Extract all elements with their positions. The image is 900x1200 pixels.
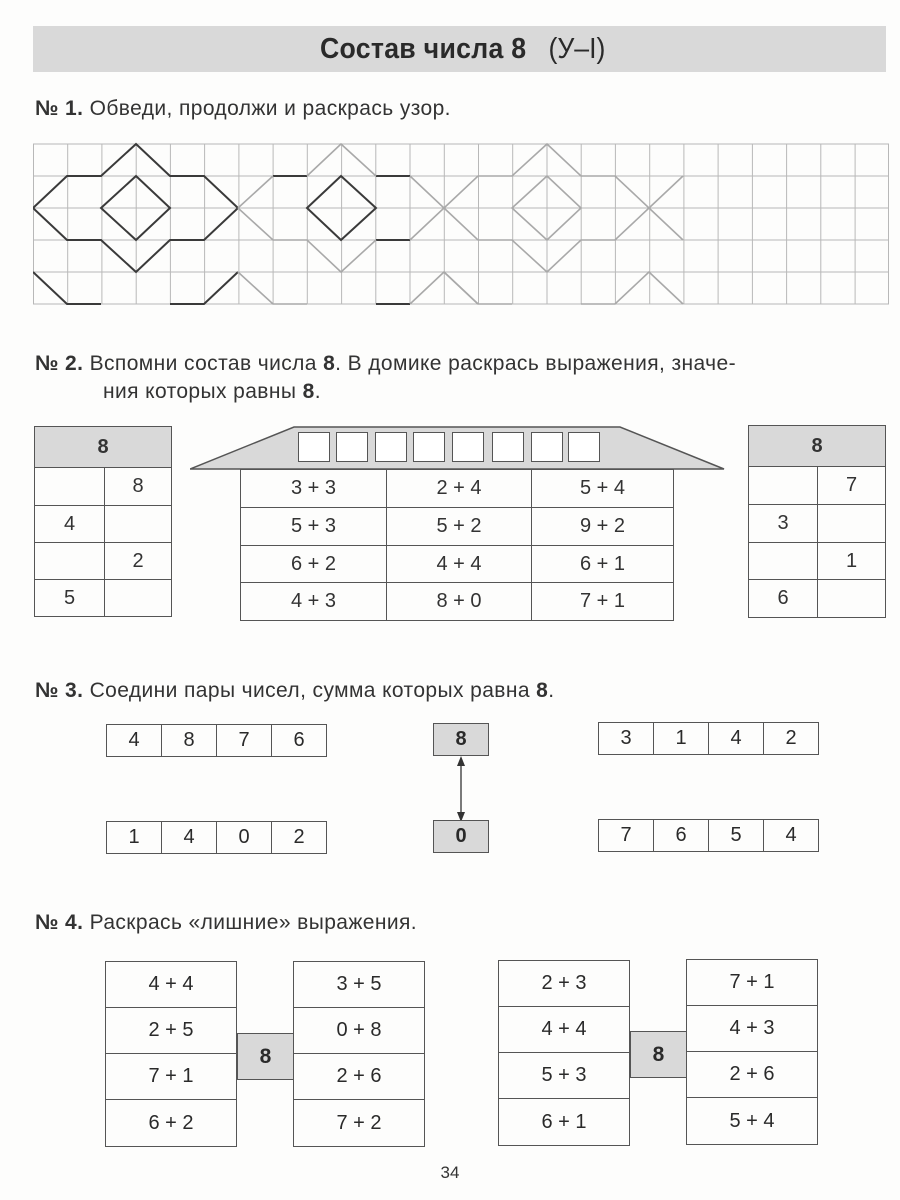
expression-cell[interactable]: 7 + 2 [336,1111,382,1134]
expression-cell[interactable]: 3 + 3 [241,470,387,508]
table-cell[interactable]: 8 [105,468,172,506]
number-cell[interactable]: 4 [709,723,764,754]
task4-text: Раскрась «лишние» выражения. [89,911,418,934]
table-cell[interactable] [105,506,172,543]
number-cell[interactable]: 8 [162,725,217,756]
center-number-top[interactable]: 8 [433,723,489,756]
number-strip-bottom-right [598,819,819,852]
number-cell[interactable]: 4 [162,822,217,853]
number-cell[interactable]: 4 [107,725,162,756]
task4-number: № 4. [35,911,84,934]
table-cell[interactable]: 6 [749,580,818,618]
roof-window[interactable] [492,432,524,462]
pattern-grid[interactable] [33,142,889,306]
roof-window[interactable] [413,432,445,462]
page-title: Состав числа 8 [320,32,527,65]
expression-cell[interactable]: 2 + 5 [106,1008,236,1054]
table-cell[interactable] [818,505,886,543]
task3-bold-number: 8 [536,679,549,702]
task2-text-part: Вспомни состав числа [89,352,324,375]
group1-center-number: 8 [237,1033,294,1080]
house-expressions-table [240,469,674,621]
task2-instruction-line2 [103,380,321,404]
pattern-light [238,144,683,304]
task2-bold-number: 8 [323,352,336,375]
expression-cell[interactable]: 6 + 1 [541,1110,587,1133]
task2-instruction [35,352,895,376]
expression-cell[interactable]: 6 + 2 [148,1111,194,1134]
table-cell[interactable]: 3 [749,505,818,543]
table-cell[interactable] [818,580,886,618]
task1-instruction [35,97,451,121]
number-cell[interactable]: 0 [217,822,272,853]
expression-stack-group2-right [686,959,818,1145]
expression-cell[interactable]: 6 + 2 [241,546,387,583]
number-strip-top-right [598,722,819,755]
expression-cell[interactable]: 5 + 4 [532,470,674,508]
number-cell[interactable]: 4 [785,824,797,846]
number-cell[interactable]: 6 [293,729,305,751]
page-number: 34 [440,1163,460,1182]
table-cell[interactable] [105,580,172,617]
table-cell[interactable]: 7 [818,467,886,505]
expression-cell[interactable]: 4 + 4 [106,962,236,1008]
expression-cell[interactable]: 7 + 1 [687,960,817,1006]
expression-cell[interactable]: 5 + 3 [499,1053,629,1099]
task3-instruction [35,679,554,703]
expression-cell[interactable]: 4 + 3 [241,583,387,621]
table-header: 8 [35,427,172,468]
task2-text-part: . В домике раскрась выражения, значе- [335,352,736,375]
number-strip-bottom-left [106,821,327,854]
table-cell[interactable]: 4 [35,506,105,543]
roof-window[interactable] [375,432,407,462]
table-cell[interactable] [35,543,105,580]
task2-bold-number: 8 [302,380,315,403]
task2-text-part: . [314,380,321,403]
composition-table-right [748,425,886,618]
expression-cell[interactable]: 4 + 4 [499,1007,629,1053]
task1-text: Обведи, продолжи и раскрась узор. [89,97,451,120]
expression-stack-group2-left [498,960,630,1146]
number-cell[interactable]: 7 [599,820,654,851]
table-cell[interactable]: 1 [818,543,886,580]
expression-cell[interactable]: 0 + 8 [294,1008,424,1054]
expression-cell[interactable]: 5 + 4 [729,1109,775,1132]
expression-cell[interactable]: 4 + 3 [687,1006,817,1052]
page-title-bar [33,26,886,72]
expression-cell[interactable]: 2 + 6 [687,1052,817,1098]
table-cell[interactable] [749,543,818,580]
number-cell[interactable]: 6 [654,820,709,851]
number-cell[interactable]: 2 [293,826,305,848]
number-cell[interactable]: 1 [107,822,162,853]
task1-number: № 1. [35,97,84,120]
roof-window[interactable] [452,432,484,462]
expression-cell[interactable]: 2 + 4 [387,470,532,508]
expression-cell[interactable]: 3 + 5 [294,962,424,1008]
expression-cell[interactable]: 8 + 0 [387,583,532,621]
expression-cell[interactable]: 5 + 2 [387,508,532,546]
task2-number: № 2. [35,352,84,375]
expression-stack-group1-left [105,961,237,1147]
connector-arrow-icon [453,756,469,822]
number-strip-top-left [106,724,327,757]
group2-center-number: 8 [630,1031,687,1078]
number-cell[interactable]: 3 [599,723,654,754]
number-cell[interactable]: 5 [709,820,764,851]
expression-cell[interactable]: 7 + 1 [106,1054,236,1100]
table-header: 8 [749,426,886,467]
table-cell[interactable] [35,468,105,506]
expression-cell[interactable]: 9 + 2 [532,508,674,546]
house-windows [298,432,608,464]
composition-table-left [34,426,172,617]
roof-window[interactable] [568,432,600,462]
expression-cell[interactable]: 2 + 6 [294,1054,424,1100]
task3-text-part: Соедини пары чисел, сумма которых равна [89,679,537,702]
task3-number: № 3. [35,679,84,702]
number-cell[interactable]: 7 [217,725,272,756]
expression-cell[interactable]: 6 + 1 [532,546,674,583]
task2-text-part: ния которых равны [103,380,303,403]
table-cell[interactable]: 2 [105,543,172,580]
table-cell[interactable] [749,467,818,505]
task3-text-part: . [548,679,555,702]
expression-cell[interactable]: 2 + 3 [499,961,629,1007]
number-cell[interactable]: 1 [654,723,709,754]
center-number-bottom[interactable]: 0 [433,820,489,853]
roof-window[interactable] [336,432,368,462]
expression-stack-group1-right [293,961,425,1147]
expression-cell[interactable]: 5 + 3 [241,508,387,546]
variant-label: (У–I) [548,32,606,65]
roof-window[interactable] [298,432,330,462]
number-cell[interactable]: 2 [785,727,797,749]
expression-cell[interactable]: 4 + 4 [387,546,532,583]
roof-window[interactable] [531,432,563,462]
expression-cell[interactable]: 7 + 1 [532,583,674,621]
table-cell[interactable]: 5 [35,580,105,617]
task4-instruction [35,911,417,935]
pattern-dark [33,144,410,304]
